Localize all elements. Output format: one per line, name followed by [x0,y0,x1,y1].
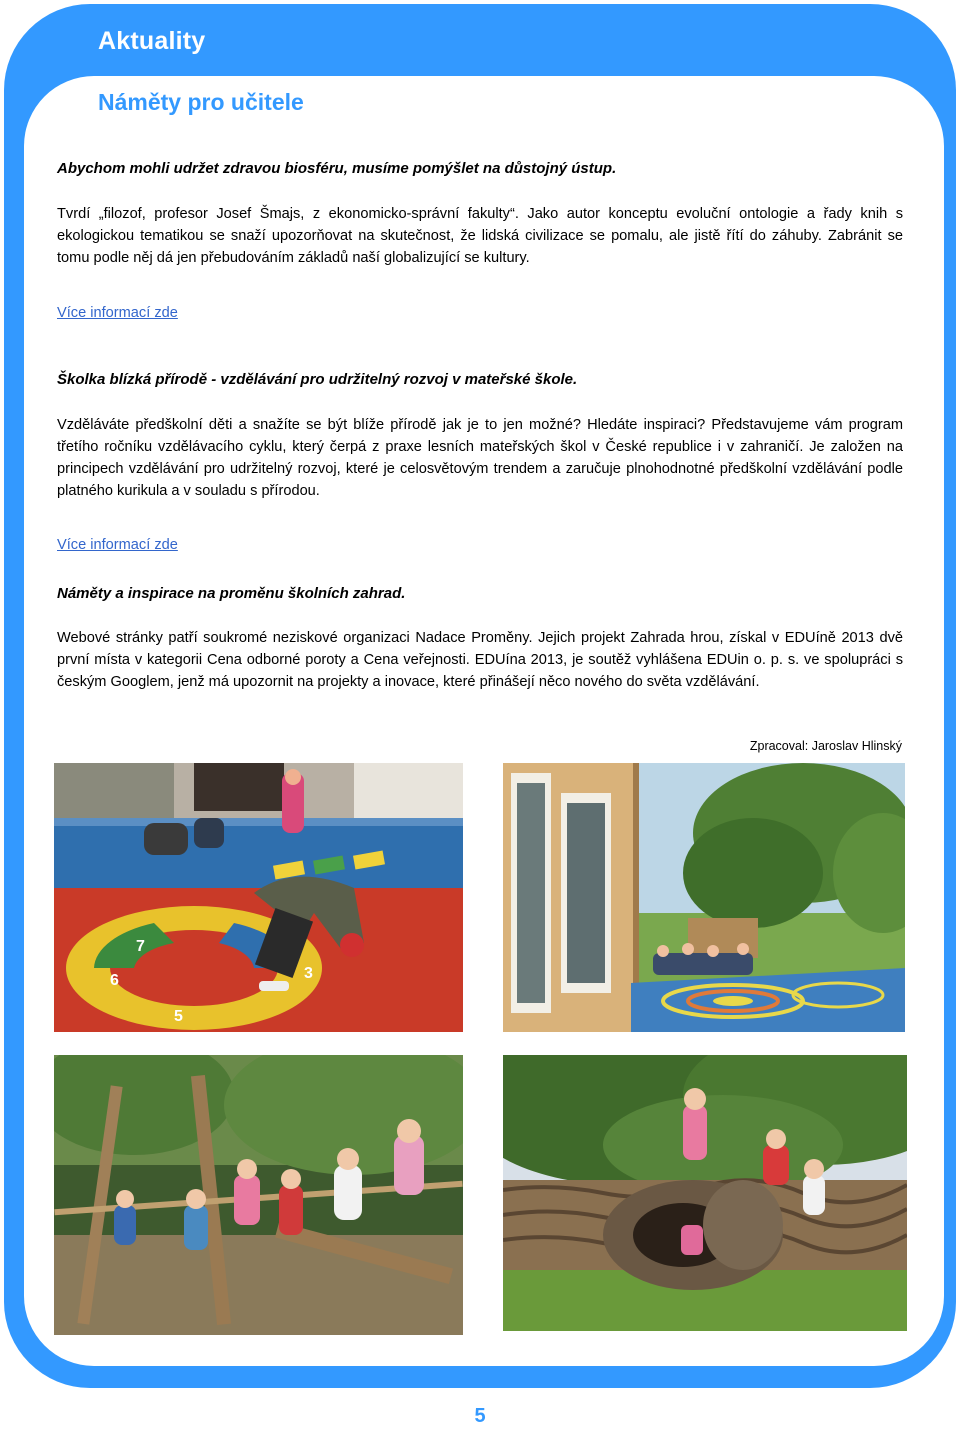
photo-schoolyard-circles [503,763,905,1032]
article-1-heading: Abychom mohli udržet zdravou biosféru, musíme pomýšlet na důstojný ústup. [57,160,617,177]
article-2-heading: Školka blízká přírodě - vzdělávání pro udržitelný rozvoj v mateřské škole. [57,371,578,388]
credit-author: Zpracoval: Jaroslav Hlinský [749,739,902,753]
photo-playground-hopscotch [54,763,463,1032]
photo-number-7: 7 [136,938,145,955]
photo-number-6: 6 [110,972,119,989]
photo-log-willow-fence [503,1055,907,1331]
article-3-body: Webové stránky patří soukromé neziskové organizaci Nadace Proměny. Jejich projekt Zahrada hrou, získal v EDUíně 2013 dvě první místa v kategorii Cena odborné poroty a Cena veřejnosti. EDUína 2013, je soutěž vyhlášena EDUin o. p. s. ve spolupráci s českým Googlem, jenž má upozornit na projekty a inovace, které přinášejí něco nového do světa vzdělávání. [57,630,903,690]
article-2-body: Vzděláváte předškolní děti a snažíte se být blíže přírodě jak je to jen možné? Hledáte inspiraci? Představujeme vám program třetího ročníku vzdělávacího cyklu, který čerpá z praxe lesních mateřských škol v České republice i v zahraničí. Je založen na principech vzdělávání pro udržitelný rozvoj, které je celosvětovým trendem a zaručuje plnohodnotné předškolní vzdělávání podle platného kurikula a v souladu s přírodou. [57,417,903,499]
article-1-more-info-link[interactable]: Více informací zde [57,305,178,321]
article-1-link-row [57,302,903,324]
photo-number-3: 3 [304,965,313,982]
photo-number-5: 5 [174,1008,183,1025]
section-title: Náměty pro učitele [98,89,304,115]
article-2-link-row [57,534,903,556]
article-2-more-info-link[interactable]: Více informací zde [57,537,178,553]
header-title: Aktuality [98,27,206,55]
article-1-body: Tvrdí „filozof, profesor Josef Šmajs, z ekonomicko-správní fakulty“. Jako autor konceptu evoluční ontologie a řady knih s ekologickou tematikou se snaží upozorňovat na skutečnost, že lidská civilizace se pomalu, ale jistě řítí do záhuby. Zabránit se tomu podle něj dá jen přebudováním základů naší globalizující se kultury. [57,206,903,266]
page-number: 5 [474,1405,486,1427]
article-3-heading: Náměty a inspirace na proměnu školních zahrad. [57,585,406,602]
photo-wooden-climbing [54,1055,463,1335]
